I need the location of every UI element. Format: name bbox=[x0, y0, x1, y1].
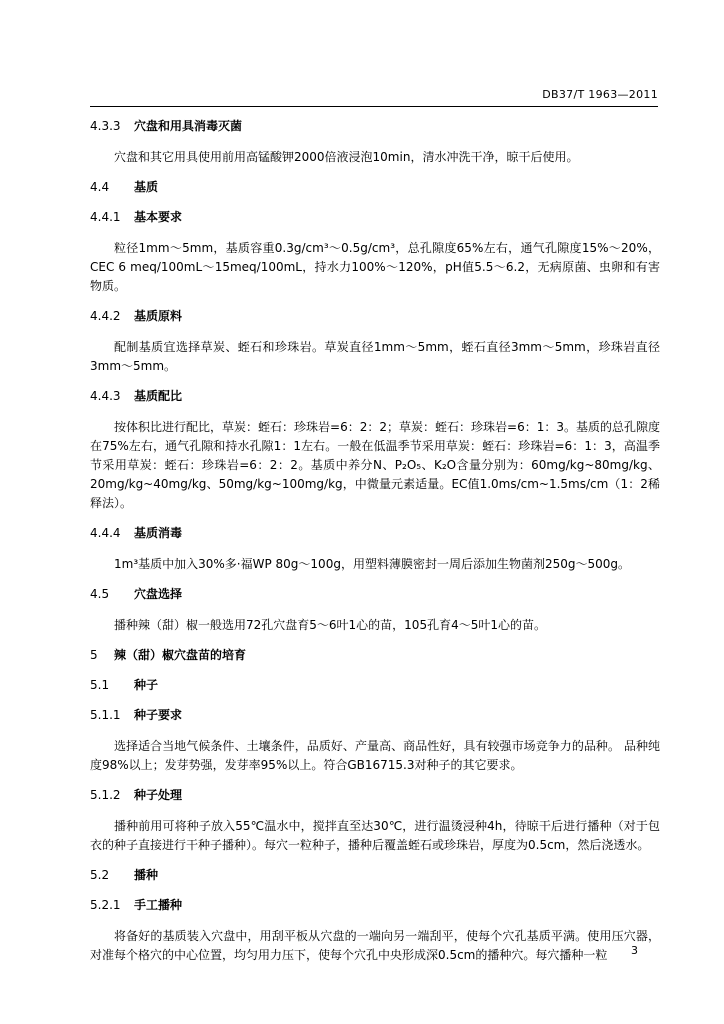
header-rule bbox=[90, 106, 658, 107]
paragraph-4-4-3: 按体积比进行配比，草炭：蛭石：珍珠岩=6：2：2；草炭：蛭石：珍珠岩=6：1：3。基质的总孔隙度在75%左右，通气孔隙和持水孔隙1：1左右。一般在低温季节采用草炭：蛭石：珍珠岩=6：1：3，高温季节采用草炭：蛭石：珍珠岩=6：2：2。基质中养分N、P₂O₅、K₂O含量分别为：60mg/kg~80mg/kg、20mg/kg~40mg/kg、50mg/kg~100mg/kg，中微量元素适量。EC值1.0ms/cm~1.5ms/cm（1：2稀释法）。 bbox=[90, 420, 660, 510]
paragraph-4-4-1: 粒径1mm～5mm，基质容重0.3g/cm³～0.5g/cm³，总孔隙度65%左右，通气孔隙度15%～20%，CEC 6 meq/100mL～15meq/100mL，持水力100%～120%，pH值5.5～6.2，无病原菌、虫卵和有害物质。 bbox=[90, 241, 660, 293]
page-number: 3 bbox=[631, 944, 638, 957]
heading-5-1: 5.1 种子 bbox=[90, 678, 159, 692]
heading-4-4-4: 4.4.4 基质消毒 bbox=[90, 526, 183, 540]
heading-4-4: 4.4 基质 bbox=[90, 180, 159, 194]
heading-5: 5 辣（甜）椒穴盘苗的培育 bbox=[90, 648, 247, 662]
heading-5-2-1: 5.2.1 手工播种 bbox=[90, 898, 183, 912]
paragraph-4-4-2: 配制基质宜选择草炭、蛭石和珍珠岩。草炭直径1mm～5mm，蛭石直径3mm～5mm，珍珠岩直径3mm～5mm。 bbox=[90, 340, 660, 373]
heading-5-2: 5.2 播种 bbox=[90, 868, 159, 882]
paragraph-5-1-2: 播种前用可将种子放入55℃温水中，搅拌直至达30℃，进行温烫浸种4h，待晾干后进行播种（对于包衣的种子直接进行干种子播种）。每穴一粒种子，播种后覆盖蛭石或珍珠岩，厚度为0.5cm，然后浇透水。 bbox=[90, 819, 660, 852]
document-code: DB37/T 1963—2011 bbox=[542, 88, 658, 101]
heading-5-1-1: 5.1.1 种子要求 bbox=[90, 708, 183, 722]
heading-4-5: 4.5 穴盘选择 bbox=[90, 587, 183, 601]
heading-5-1-2: 5.1.2 种子处理 bbox=[90, 788, 183, 802]
heading-4-4-1: 4.4.1 基本要求 bbox=[90, 210, 183, 224]
paragraph-4-3-3: 穴盘和其它用具使用前用高锰酸钾2000倍液浸泡10min，清水冲洗干净，晾干后使用。 bbox=[114, 150, 579, 164]
document-body bbox=[90, 118, 660, 965]
heading-4-3-3: 4.3.3 穴盘和用具消毒灭菌 bbox=[90, 119, 243, 133]
paragraph-5-1-1: 选择适合当地气候条件、土壤条件，品质好、产量高、商品性好，具有较强市场竞争力的品种。 品种纯度98%以上；发芽势强，发芽率95%以上。符合GB16715.3对种子的其它要求。 bbox=[90, 739, 660, 772]
heading-4-4-3: 4.4.3 基质配比 bbox=[90, 389, 183, 403]
paragraph-4-5: 播种辣（甜）椒一般选用72孔穴盘育5～6叶1心的苗，105孔育4～5叶1心的苗。 bbox=[114, 618, 546, 632]
paragraph-5-2-1: 将备好的基质装入穴盘中，用刮平板从穴盘的一端向另一端刮平，使每个穴孔基质平满。使用压穴器，对准每个格穴的中心位置，均匀用力压下，使每个穴孔中央形成深0.5cm的播种穴。每穴播种一粒 bbox=[90, 929, 660, 962]
heading-4-4-2: 4.4.2 基质原料 bbox=[90, 309, 183, 323]
paragraph-4-4-4: 1m³基质中加入30%多·福WP 80g～100g，用塑料薄膜密封一周后添加生物菌剂250g～500g。 bbox=[114, 557, 630, 571]
